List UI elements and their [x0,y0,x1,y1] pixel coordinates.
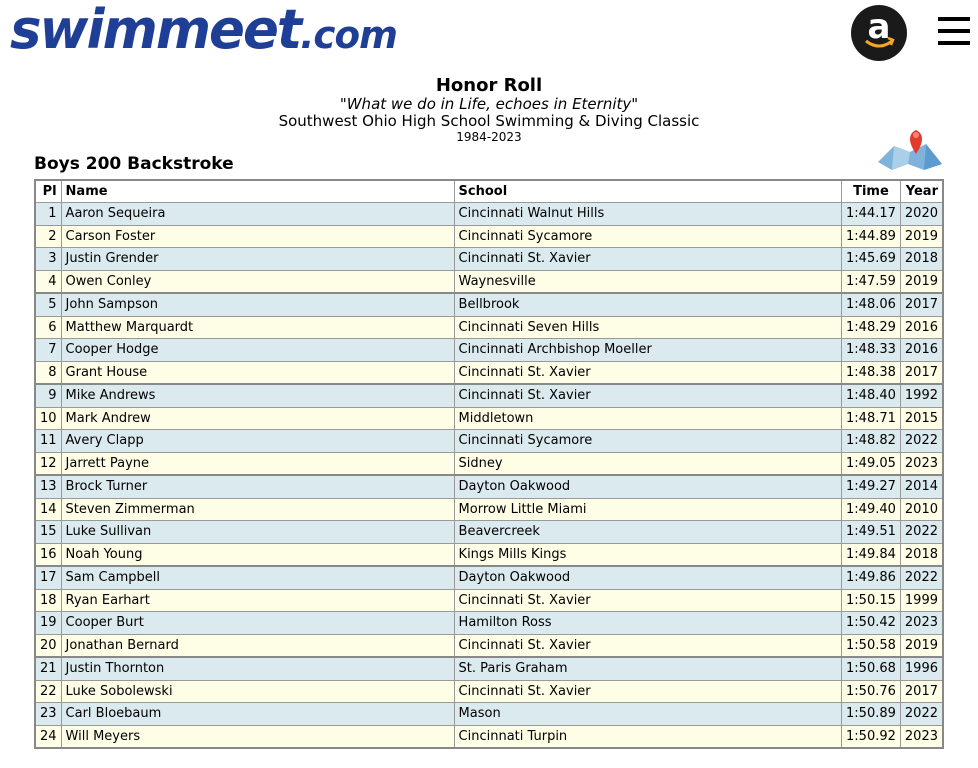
cell-school: Cincinnati St. Xavier [454,634,841,657]
cell-time: 1:44.17 [842,203,901,226]
cell-school: Middletown [454,407,841,430]
table-row [35,543,943,566]
cell-time: 1:50.15 [842,589,901,612]
cell-school: Dayton Oakwood [454,475,841,498]
cell-name: Justin Thornton [61,657,454,680]
cell-school: Kings Mills Kings [454,543,841,566]
cell-year: 2023 [900,612,943,635]
cell-time: 1:49.86 [842,566,901,589]
cell-year: 1996 [900,657,943,680]
cell-school: Cincinnati St. Xavier [454,680,841,703]
cell-place: 18 [35,589,61,612]
column-header-school: School [454,180,841,203]
cell-year: 2018 [900,543,943,566]
cell-time: 1:45.69 [842,248,901,271]
cell-name: Aaron Sequeira [61,203,454,226]
cell-year: 2019 [900,634,943,657]
cell-year: 2023 [900,452,943,475]
table-row [35,566,943,589]
cell-school: Mason [454,703,841,726]
cell-school: Cincinnati St. Xavier [454,384,841,407]
cell-name: Carson Foster [61,225,454,248]
cell-place: 13 [35,475,61,498]
column-header-year: Year [900,180,943,203]
cell-school: Cincinnati Turpin [454,725,841,748]
cell-place: 8 [35,361,61,384]
cell-place: 16 [35,543,61,566]
cell-name: Justin Grender [61,248,454,271]
cell-time: 1:49.40 [842,498,901,521]
cell-time: 1:50.42 [842,612,901,635]
cell-place: 9 [35,384,61,407]
table-row [35,680,943,703]
map-pin-icon[interactable] [874,124,944,170]
cell-name: Matthew Marquardt [61,316,454,339]
table-row [35,270,943,293]
cell-year: 2015 [900,407,943,430]
meet-name: Southwest Ohio High School Swimming & Diving Classic [278,112,700,130]
cell-school: Cincinnati St. Xavier [454,248,841,271]
table-row [35,248,943,271]
cell-school: Sidney [454,452,841,475]
table-row [35,225,943,248]
cell-name: Ryan Earhart [61,589,454,612]
cell-school: Cincinnati Sycamore [454,225,841,248]
cell-year: 2022 [900,703,943,726]
cell-time: 1:48.33 [842,339,901,362]
cell-place: 11 [35,430,61,453]
cell-name: Jonathan Bernard [61,634,454,657]
table-row [35,521,943,544]
table-row [35,475,943,498]
cell-place: 6 [35,316,61,339]
cell-year: 2019 [900,270,943,293]
cell-school: Bellbrook [454,293,841,316]
cell-time: 1:50.92 [842,725,901,748]
cell-year: 2018 [900,248,943,271]
table-header-row [35,180,943,203]
cell-school: Cincinnati Walnut Hills [454,203,841,226]
cell-name: Brock Turner [61,475,454,498]
cell-name: Luke Sullivan [61,521,454,544]
cell-school: Beavercreek [454,521,841,544]
cell-time: 1:50.76 [842,680,901,703]
page-title: Honor Roll [435,75,543,96]
cell-time: 1:50.68 [842,657,901,680]
cell-year: 2022 [900,566,943,589]
cell-time: 1:47.59 [842,270,901,293]
cell-place: 17 [35,566,61,589]
event-title: Boys 200 Backstroke [34,154,234,174]
hamburger-menu-icon[interactable] [938,17,970,45]
table-row [35,612,943,635]
table-row [35,430,943,453]
cell-school: Cincinnati St. Xavier [454,589,841,612]
amazon-glyph: a [867,7,891,47]
cell-place: 15 [35,521,61,544]
cell-place: 7 [35,339,61,362]
column-header-place: Pl [35,180,61,203]
cell-name: Jarrett Payne [61,452,454,475]
cell-year: 2016 [900,339,943,362]
cell-name: Luke Sobolewski [61,680,454,703]
cell-place: 24 [35,725,61,748]
table-row [35,339,943,362]
cell-school: Cincinnati Sycamore [454,430,841,453]
cell-year: 2020 [900,203,943,226]
table-row [35,589,943,612]
table-row [35,203,943,226]
cell-time: 1:49.05 [842,452,901,475]
cell-name: Mike Andrews [61,384,454,407]
cell-name: Steven Zimmerman [61,498,454,521]
cell-place: 14 [35,498,61,521]
cell-time: 1:44.89 [842,225,901,248]
cell-name: Cooper Burt [61,612,454,635]
column-header-time: Time [842,180,901,203]
cell-place: 22 [35,680,61,703]
cell-year: 2017 [900,361,943,384]
cell-place: 23 [35,703,61,726]
cell-time: 1:48.29 [842,316,901,339]
page-quote: "What we do in Life, echoes in Eternity" [339,95,639,113]
honor-roll-table [34,179,944,749]
table-row [35,316,943,339]
cell-time: 1:48.06 [842,293,901,316]
amazon-logo-icon[interactable] [851,5,907,61]
cell-year: 2017 [900,293,943,316]
cell-place: 5 [35,293,61,316]
cell-school: Cincinnati Archbishop Moeller [454,339,841,362]
cell-school: Hamilton Ross [454,612,841,635]
cell-school: Waynesville [454,270,841,293]
cell-name: Carl Bloebaum [61,703,454,726]
cell-time: 1:50.58 [842,634,901,657]
cell-name: Sam Campbell [61,566,454,589]
table-row [35,498,943,521]
cell-year: 2019 [900,225,943,248]
cell-place: 3 [35,248,61,271]
cell-year: 1999 [900,589,943,612]
cell-place: 20 [35,634,61,657]
cell-place: 1 [35,203,61,226]
column-header-name: Name [61,180,454,203]
cell-place: 19 [35,612,61,635]
amazon-smile-icon [851,5,907,61]
cell-place: 21 [35,657,61,680]
table-row [35,452,943,475]
cell-time: 1:48.38 [842,361,901,384]
cell-school: Dayton Oakwood [454,566,841,589]
honor-roll-header [0,76,978,145]
cell-school: Cincinnati Seven Hills [454,316,841,339]
table-row [35,725,943,748]
cell-time: 1:48.71 [842,407,901,430]
cell-year: 2022 [900,430,943,453]
cell-place: 2 [35,225,61,248]
cell-year: 2014 [900,475,943,498]
cell-year: 2022 [900,521,943,544]
cell-time: 1:49.84 [842,543,901,566]
cell-year: 2010 [900,498,943,521]
cell-year: 2023 [900,725,943,748]
cell-name: John Sampson [61,293,454,316]
cell-year: 2017 [900,680,943,703]
table-row [35,361,943,384]
cell-name: Cooper Hodge [61,339,454,362]
cell-name: Owen Conley [61,270,454,293]
cell-school: Cincinnati St. Xavier [454,361,841,384]
table-row [35,634,943,657]
cell-place: 4 [35,270,61,293]
cell-school: St. Paris Graham [454,657,841,680]
logo-main-text: swimmeet [10,0,301,61]
cell-time: 1:50.89 [842,703,901,726]
cell-school: Morrow Little Miami [454,498,841,521]
cell-place: 12 [35,452,61,475]
cell-year: 1992 [900,384,943,407]
cell-name: Mark Andrew [61,407,454,430]
cell-time: 1:48.40 [842,384,901,407]
cell-name: Will Meyers [61,725,454,748]
cell-name: Avery Clapp [61,430,454,453]
logo-suffix-text: .com [300,13,397,57]
site-logo[interactable] [10,2,397,63]
cell-time: 1:49.51 [842,521,901,544]
cell-time: 1:49.27 [842,475,901,498]
table-row [35,407,943,430]
table-row [35,293,943,316]
cell-year: 2016 [900,316,943,339]
cell-time: 1:48.82 [842,430,901,453]
cell-name: Noah Young [61,543,454,566]
year-range: 1984-2023 [456,130,522,144]
table-row [35,657,943,680]
table-row [35,384,943,407]
cell-name: Grant House [61,361,454,384]
table-row [35,703,943,726]
cell-place: 10 [35,407,61,430]
